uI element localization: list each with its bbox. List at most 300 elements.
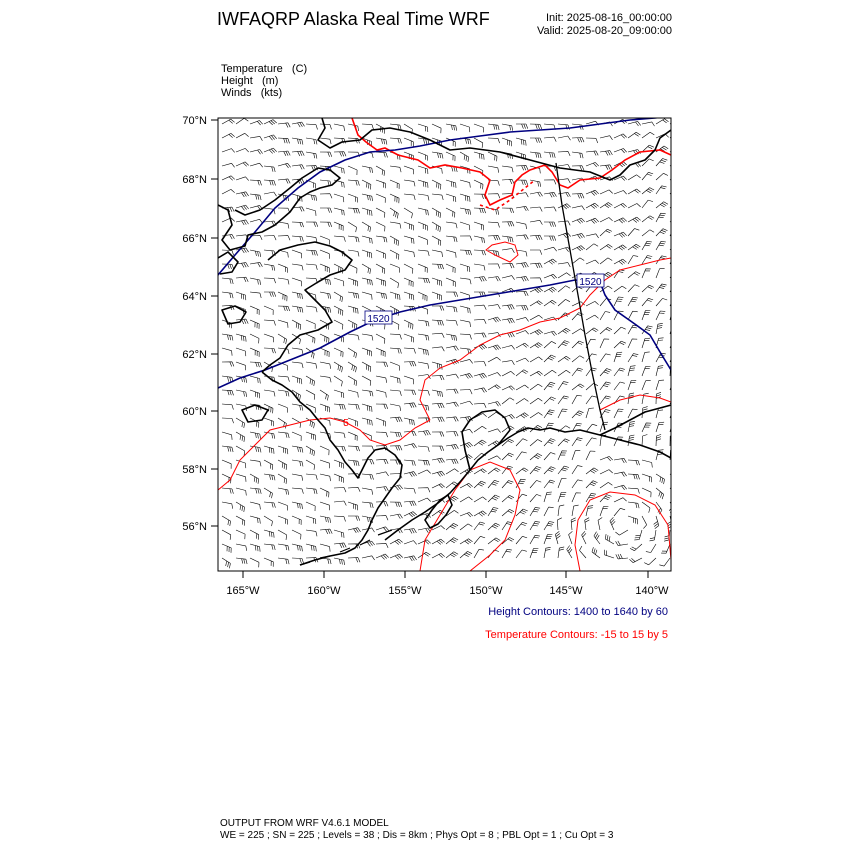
wind-barb <box>656 241 666 250</box>
wind-barb <box>600 190 613 194</box>
wind-barb <box>516 439 527 446</box>
wind-barb <box>264 120 277 125</box>
wind-barb <box>348 528 361 533</box>
wind-barb <box>376 527 389 532</box>
wind-barb <box>292 474 303 481</box>
wind-barb <box>642 474 652 482</box>
wind-barb <box>376 180 386 188</box>
wind-barb <box>572 341 584 348</box>
wind-barb <box>348 348 357 358</box>
wind-barb <box>236 177 249 181</box>
wind-barb <box>264 306 273 315</box>
wind-barb <box>670 131 681 138</box>
wind-barb <box>558 451 567 460</box>
wind-barb <box>390 166 401 172</box>
wind-barb <box>250 488 261 494</box>
wind-barb <box>530 207 542 212</box>
wind-barb <box>488 508 498 517</box>
wind-barb <box>558 479 567 489</box>
wind-barb <box>569 531 573 544</box>
wind-barb <box>628 502 639 508</box>
wind-barb <box>572 356 584 362</box>
wind-barb <box>376 362 388 367</box>
wind-barb <box>334 222 343 231</box>
wind-barb <box>656 202 668 208</box>
wind-barb <box>488 373 501 377</box>
wind-barb <box>642 367 651 377</box>
wind-barb <box>418 278 430 283</box>
wind-barb <box>306 544 316 551</box>
wind-barb <box>572 466 582 474</box>
wind-barb <box>614 203 627 208</box>
wind-barb <box>292 376 302 384</box>
wind-barb <box>558 299 570 306</box>
wind-barb <box>292 222 304 227</box>
footer-model: OUTPUT FROM WRF V4.6.1 MODEL <box>220 818 389 829</box>
wind-barb <box>502 371 515 376</box>
wind-barb <box>292 516 301 525</box>
wind-barb <box>362 166 373 173</box>
wind-barb <box>474 124 484 132</box>
wind-barb <box>264 432 275 439</box>
wind-barb <box>404 460 415 466</box>
wind-barb <box>628 516 638 524</box>
wind-barb <box>650 530 657 541</box>
wind-barb <box>656 380 664 390</box>
wind-barb <box>516 180 528 185</box>
wind-barb <box>264 418 274 426</box>
wind-barb <box>488 235 500 240</box>
wind-barb <box>516 276 528 281</box>
wind-barb <box>530 152 541 158</box>
wind-barb <box>376 554 389 559</box>
wind-barb <box>460 524 472 530</box>
wind-barb <box>334 530 344 538</box>
wind-barb <box>600 369 611 377</box>
wind-barb <box>530 535 540 544</box>
wind-barb <box>670 146 682 152</box>
wind-barb <box>236 530 245 539</box>
wind-barb <box>600 396 611 404</box>
wind-barb <box>292 558 304 563</box>
wind-barb <box>334 362 343 372</box>
wind-barb <box>544 247 557 251</box>
wind-barb <box>460 208 471 215</box>
wind-barb <box>558 221 570 225</box>
wind-barb <box>250 262 262 267</box>
wind-barb <box>488 333 500 337</box>
wind-barb <box>264 334 274 342</box>
wind-barb <box>390 208 398 218</box>
wind-barb <box>474 264 485 270</box>
wind-barb <box>460 551 472 558</box>
wind-barb <box>488 317 501 322</box>
wind-barb <box>544 453 555 461</box>
wind-barb <box>488 429 501 433</box>
lat-tick-label: 68°N <box>182 174 207 186</box>
wind-barb <box>502 386 515 390</box>
wind-barb <box>348 222 357 232</box>
wind-barb <box>418 194 429 200</box>
wind-barb <box>516 317 529 321</box>
wind-barb <box>278 264 287 273</box>
wind-barb <box>488 538 500 544</box>
wind-barb <box>320 264 329 273</box>
lon-tick-label: 150°W <box>469 585 503 597</box>
wind-barb <box>474 426 486 432</box>
wind-barb <box>656 173 668 180</box>
wind-barb <box>502 179 514 184</box>
wind-barb <box>404 264 413 274</box>
wind-barb <box>544 410 555 418</box>
wind-barb <box>264 166 275 172</box>
wind-barb <box>642 488 651 497</box>
wind-barb <box>474 305 486 310</box>
wind-barb <box>628 380 636 390</box>
wind-barb <box>586 438 597 446</box>
lat-tick-label: 66°N <box>182 233 207 245</box>
wind-barb <box>278 390 289 396</box>
wind-barb <box>404 348 416 354</box>
wind-barb <box>334 432 345 438</box>
wind-barb <box>334 152 346 157</box>
wind-barb <box>348 418 358 426</box>
wind-barb <box>404 541 417 545</box>
wind-barb <box>376 432 388 437</box>
wind-barb <box>306 306 317 312</box>
wind-barb <box>544 370 556 376</box>
wind-barb <box>600 382 611 390</box>
wind-barb <box>418 334 429 341</box>
wind-barb <box>250 474 259 484</box>
wind-barb <box>642 516 647 529</box>
wind-barb <box>460 152 469 162</box>
wind-barb <box>544 382 555 390</box>
wind-barb <box>306 376 315 386</box>
wind-barb <box>222 488 233 494</box>
wind-barb <box>250 376 260 384</box>
wind-barb <box>376 459 388 464</box>
wind-barb <box>446 346 459 351</box>
wind-barb <box>250 320 259 329</box>
wind-barb <box>656 159 667 167</box>
wind-barb <box>404 278 413 287</box>
wind-barb <box>474 549 484 558</box>
wind-barb <box>460 180 470 188</box>
wind-barb <box>628 311 638 320</box>
wind-barb <box>446 444 458 449</box>
wind-barb <box>446 194 456 202</box>
wind-barb <box>446 124 457 131</box>
wind-barb <box>278 502 287 511</box>
wind-barb <box>432 333 444 338</box>
wind-barb <box>460 442 473 447</box>
wind-barb <box>418 152 427 161</box>
wind-barb <box>362 348 372 356</box>
wind-barb <box>474 497 487 502</box>
wind-barb <box>558 273 571 278</box>
wind-barb <box>376 516 388 521</box>
wind-barb <box>292 250 302 258</box>
lat-tick-label: 62°N <box>182 349 207 361</box>
wind-barb <box>488 264 500 269</box>
wind-barb <box>614 297 623 306</box>
wind-barb <box>264 488 273 498</box>
wind-barb <box>474 277 486 282</box>
wind-barb <box>488 138 500 143</box>
wind-barb <box>488 345 501 350</box>
wind-barb <box>586 203 599 208</box>
wind-barb <box>460 497 473 502</box>
wind-barb <box>418 180 428 188</box>
wind-barb <box>390 278 399 288</box>
wind-barb <box>460 334 472 339</box>
wind-barb <box>418 222 427 231</box>
wind-barb <box>250 194 261 200</box>
wind-barb <box>362 502 373 508</box>
wind-barb <box>292 138 303 145</box>
wind-barb <box>292 122 305 127</box>
wind-barb <box>348 390 358 398</box>
wind-barb <box>642 188 654 194</box>
wind-barb <box>222 390 234 395</box>
wind-barb <box>555 531 560 544</box>
wind-barb <box>222 133 235 138</box>
wind-barb <box>334 390 344 398</box>
wind-barb <box>598 518 602 531</box>
wind-barb <box>376 376 387 383</box>
lon-tick-label: 155°W <box>388 585 422 597</box>
wind-barb <box>404 390 416 395</box>
wind-barb <box>488 495 500 502</box>
wind-barb <box>362 418 372 426</box>
wind-barb <box>600 165 612 170</box>
lat-tick-label: 70°N <box>182 115 207 127</box>
wind-barb <box>418 552 430 558</box>
wind-barb <box>614 485 627 490</box>
wind-barb <box>656 229 668 236</box>
wind-barb <box>586 354 597 362</box>
wind-barb <box>488 357 501 362</box>
wind-barb <box>320 390 328 400</box>
wind-barb <box>446 250 456 258</box>
wind-barb <box>222 149 235 153</box>
wind-barb <box>306 152 317 159</box>
wind-barb <box>348 446 360 451</box>
wind-barb <box>530 250 542 255</box>
wind-barb <box>278 123 290 128</box>
wind-barb <box>656 119 669 124</box>
wind-barb <box>306 446 315 456</box>
wind-barb <box>572 411 584 418</box>
wind-barb <box>558 492 566 502</box>
wind-barb <box>474 333 486 338</box>
wind-barb <box>586 301 599 306</box>
wind-barb <box>348 362 357 372</box>
wind-barb <box>488 166 499 173</box>
temperature-contour-label: 5 <box>343 418 349 429</box>
wind-barb <box>530 480 541 488</box>
wind-barb <box>516 206 528 211</box>
wind-barb <box>334 292 343 302</box>
wind-barb <box>642 435 647 447</box>
wind-barb <box>278 516 288 525</box>
wind-barb <box>446 432 458 437</box>
wind-barb <box>488 222 500 228</box>
wind-barb <box>362 460 374 465</box>
wind-barb <box>278 179 290 184</box>
wind-barb <box>348 320 357 330</box>
temperature-contours <box>218 118 671 571</box>
wind-barb <box>544 222 556 227</box>
wind-barb <box>334 516 346 522</box>
wind-barb <box>404 512 417 517</box>
wind-barb <box>628 175 641 180</box>
wind-barb <box>376 292 387 299</box>
wind-barb <box>642 381 651 390</box>
wind-barb <box>390 539 403 544</box>
wind-barb <box>432 278 442 286</box>
wind-barb <box>610 517 615 530</box>
wind-barb <box>488 456 501 460</box>
wind-barb <box>418 470 431 474</box>
wind-barb <box>446 292 458 297</box>
wind-barb <box>488 402 501 407</box>
wind-barb <box>659 558 670 566</box>
lat-tick-label: 64°N <box>182 291 207 303</box>
wind-barb <box>334 460 344 469</box>
wind-barb <box>320 250 329 259</box>
lon-tick-label: 165°W <box>226 585 260 597</box>
wind-barb <box>250 292 261 298</box>
wind-barb <box>362 376 371 386</box>
wind-barb <box>306 460 315 470</box>
lat-tick-label: 58°N <box>182 464 207 476</box>
height-contour-label: 1520 <box>579 277 602 288</box>
wind-barb <box>292 432 301 441</box>
wind-barb <box>516 370 528 376</box>
wind-barb <box>558 136 571 140</box>
wind-barb <box>320 404 330 412</box>
wind-barb <box>264 390 275 396</box>
wind-barb <box>390 180 399 189</box>
wind-barb <box>530 521 540 530</box>
wind-barb <box>222 418 234 423</box>
wind-barb <box>278 163 291 168</box>
wind-barb <box>418 390 430 396</box>
wind-barb <box>558 396 569 404</box>
wind-barb <box>264 180 276 186</box>
wind-barb <box>516 331 529 335</box>
wind-barb <box>348 432 357 441</box>
wind-barb <box>642 460 652 468</box>
wind-barb <box>446 278 455 287</box>
wind-barb <box>600 507 608 517</box>
wind-barb <box>446 523 458 530</box>
wind-barb <box>488 194 500 199</box>
wind-barb <box>614 409 623 418</box>
wind-barb <box>642 352 650 362</box>
wind-barb <box>614 191 627 195</box>
wind-barb <box>572 206 585 210</box>
wind-barb <box>264 148 277 153</box>
wind-barb <box>306 502 315 511</box>
temperature-contour-north <box>352 118 671 205</box>
wind-barb <box>418 498 431 502</box>
wind-barb <box>362 334 373 341</box>
wind-barb <box>432 208 441 218</box>
wind-barb <box>572 384 584 390</box>
wind-barb <box>558 233 571 238</box>
wind-barb <box>306 320 315 329</box>
wind-barb <box>670 173 682 180</box>
wind-barb <box>320 194 332 199</box>
wind-barb <box>558 370 570 376</box>
wind-barb <box>446 374 459 378</box>
wind-barb <box>236 418 245 428</box>
wind-barb <box>488 277 500 282</box>
wind-barb <box>460 236 472 241</box>
wind-barb <box>320 376 331 382</box>
wind-barb <box>586 244 598 250</box>
init-time: Init: 2025-08-16_00:00:00 <box>546 12 672 24</box>
wind-barb <box>222 163 235 167</box>
wind-barb <box>376 487 388 492</box>
wind-barb <box>642 393 649 404</box>
wind-barb <box>250 530 259 540</box>
wind-barb <box>390 446 402 451</box>
wind-barb <box>558 179 570 183</box>
wind-barb <box>474 222 484 230</box>
wind-barb <box>292 446 303 453</box>
wind-barb <box>390 334 402 339</box>
wind-barb <box>474 536 485 544</box>
yukon-delta-coast <box>262 372 402 565</box>
wind-barb <box>586 468 598 474</box>
wind-barb <box>642 338 650 348</box>
wind-barb <box>376 404 388 409</box>
wind-barb <box>320 446 329 455</box>
wind-barb <box>642 423 651 432</box>
wind-barb <box>516 222 527 229</box>
wind-barb <box>334 236 345 242</box>
wind-barb <box>446 264 455 273</box>
wind-barb <box>390 554 403 559</box>
wind-barb <box>614 259 627 264</box>
wind-barb <box>236 192 249 197</box>
wind-barb <box>390 514 403 519</box>
wind-barb <box>642 230 654 236</box>
wind-barb <box>502 305 514 310</box>
wind-barb <box>362 194 373 201</box>
wind-barb <box>278 544 289 551</box>
wind-barb <box>418 250 429 256</box>
plot-frame <box>218 118 671 571</box>
wind-barb <box>656 186 667 194</box>
wind-barb <box>418 418 430 423</box>
wind-barb <box>592 547 600 558</box>
wind-barb <box>334 543 346 548</box>
wind-barb <box>516 536 527 544</box>
wind-barb <box>292 151 304 156</box>
wind-barb <box>264 446 274 454</box>
wind-barb <box>306 362 317 369</box>
wind-barb <box>236 362 246 370</box>
wind-barb <box>516 138 526 146</box>
wind-barb <box>642 172 653 180</box>
wind-barb <box>278 432 289 438</box>
longitude-axis <box>243 571 648 578</box>
